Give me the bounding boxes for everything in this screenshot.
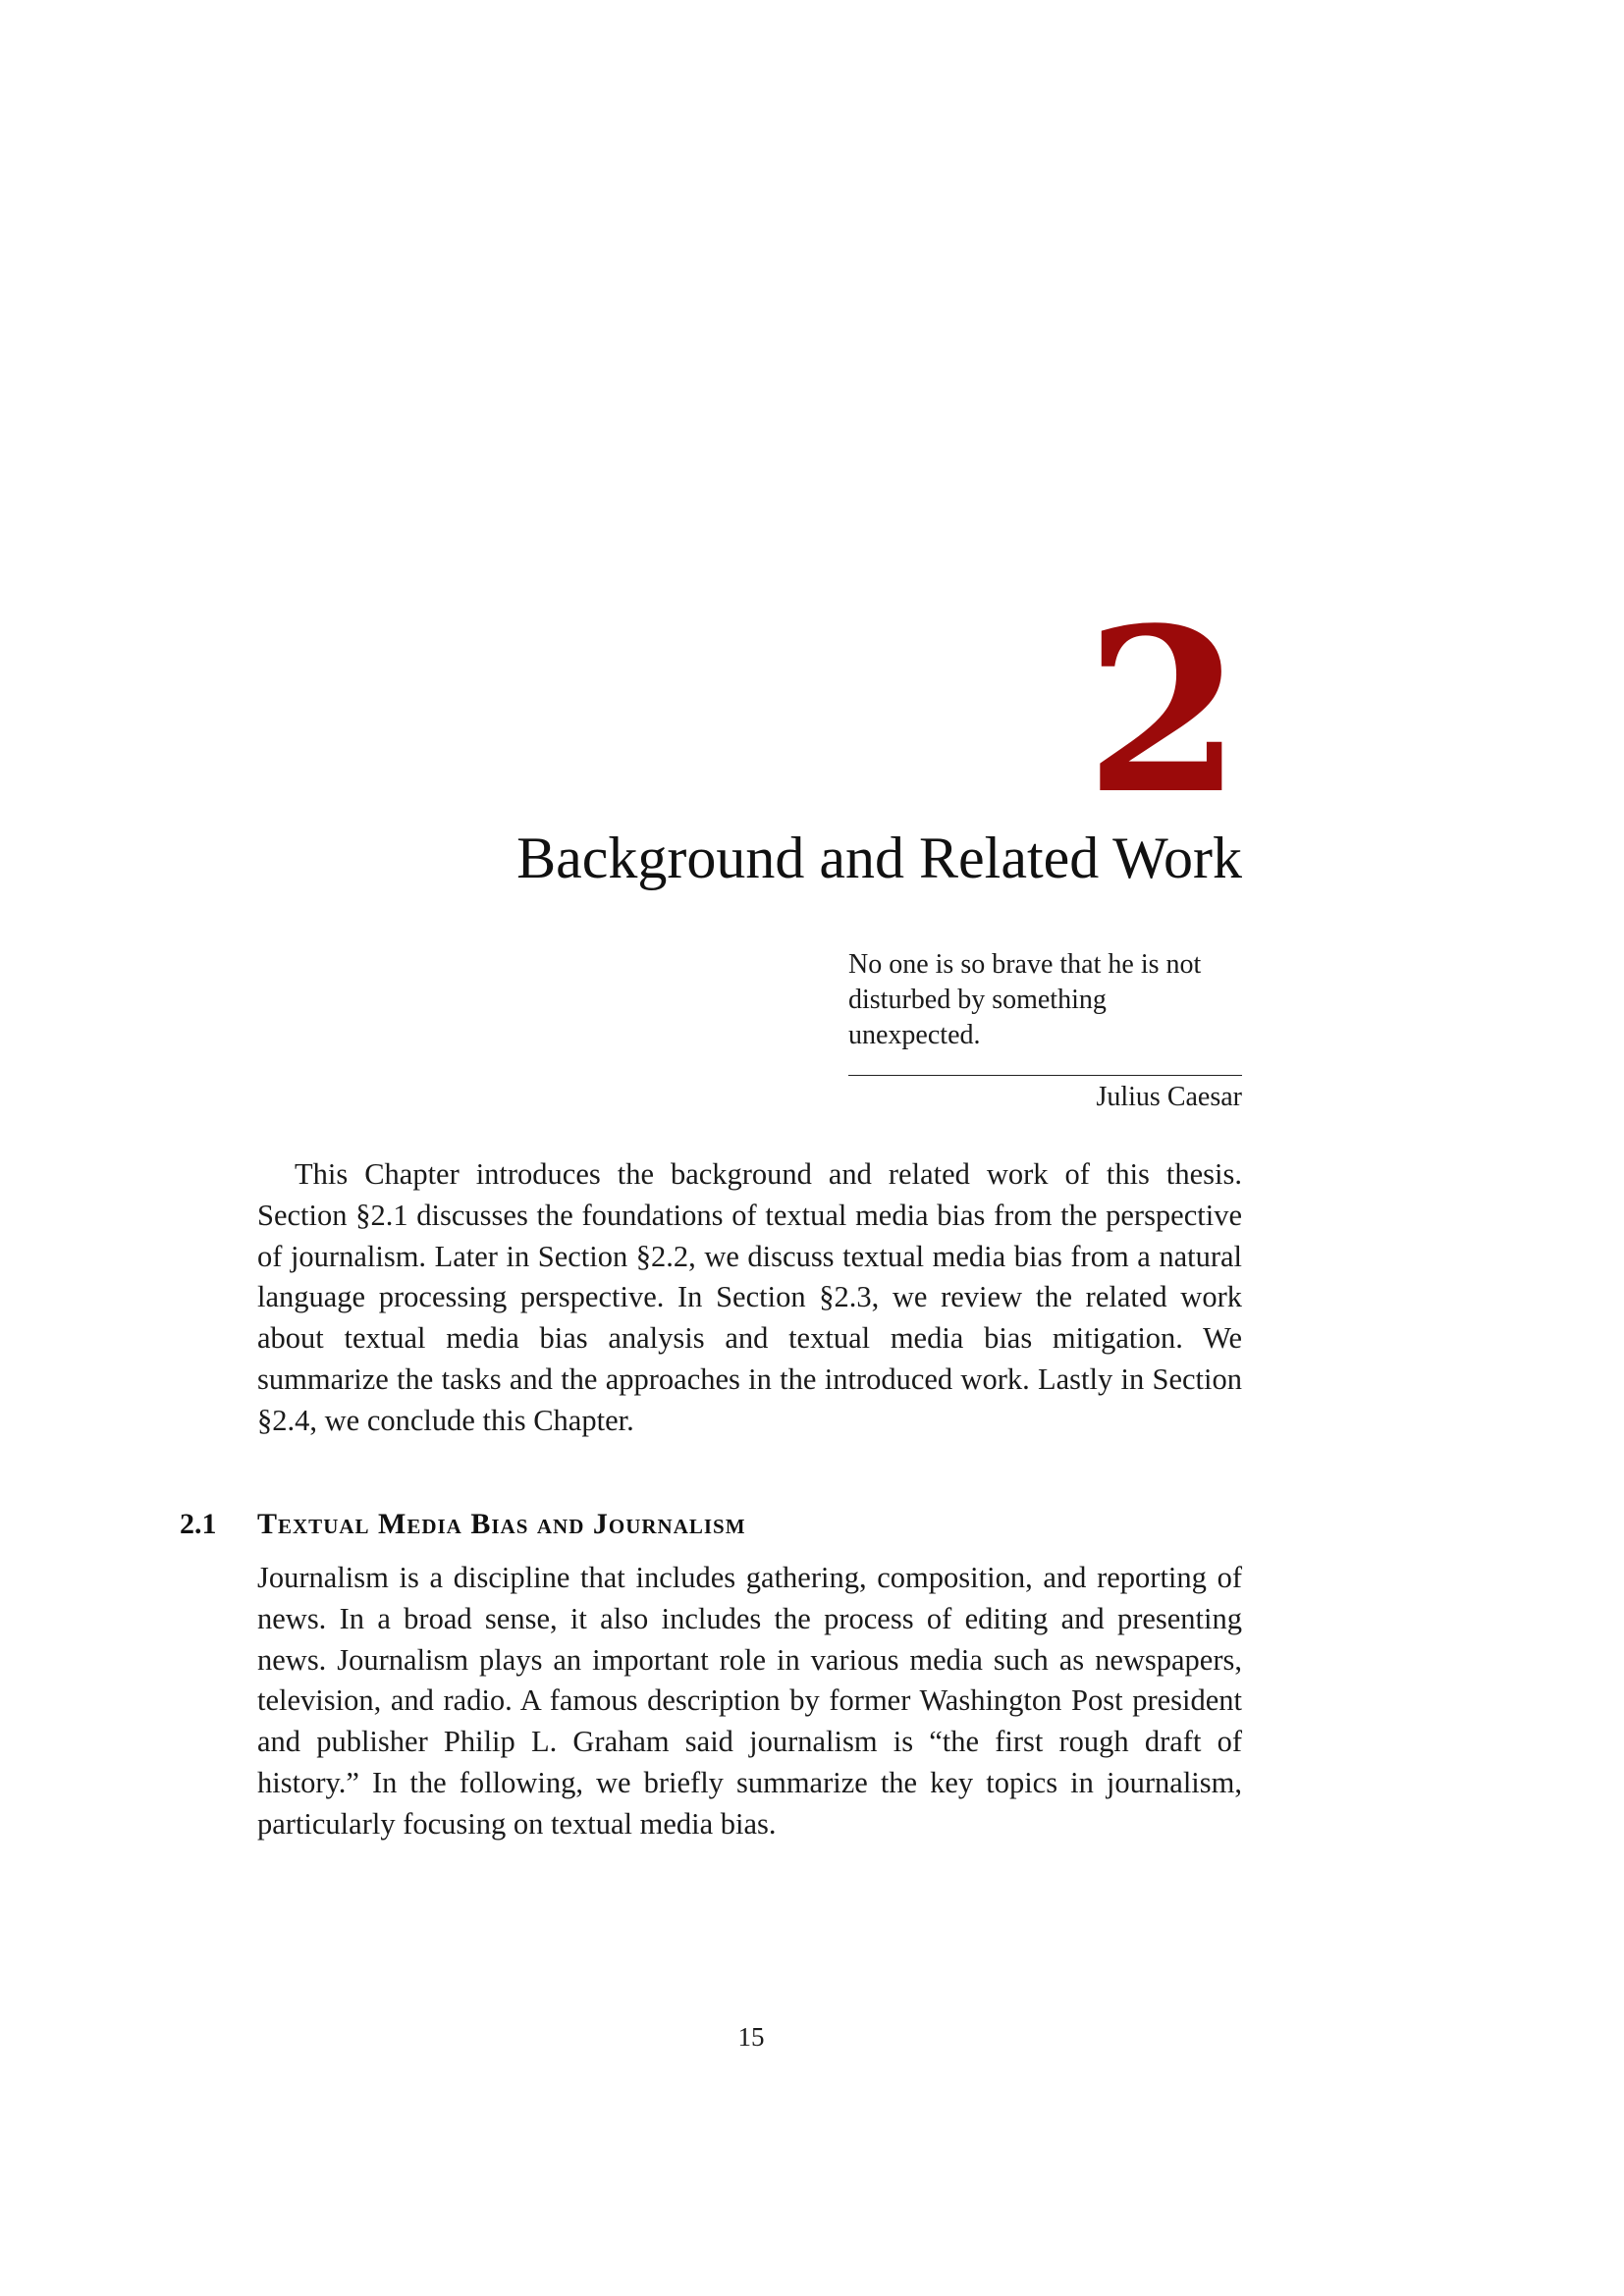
- section-title: Textual Media Bias and Journalism: [257, 1508, 746, 1540]
- chapter-number: 2: [1084, 579, 1242, 844]
- epigraph: [848, 947, 1242, 1115]
- section-paragraph: Journalism is a discipline that includes gathering, composition, and reporting of news. In a broad sense, it also includes the process of editing and presenting news. Journalism plays an important role in various media such as newspapers, television, and radio. A famous description by former Washington Post president and publisher Philip L. Graham said journalism is “the first rough draft of history.” In the following, we briefly summarize the key topics in journalism, particularly focusing on textual media bias.: [257, 1561, 1242, 1841]
- section-number: 2.1: [180, 1508, 217, 1540]
- page-number: 15: [737, 2022, 765, 2052]
- epigraph-divider: [848, 1075, 1242, 1076]
- epigraph-author: Julius Caesar: [1096, 1082, 1242, 1112]
- epigraph-quote: No one is so brave that he is not disturbed by something unexpected.: [848, 949, 1202, 1050]
- chapter-title: Background and Related Work: [516, 826, 1242, 890]
- intro-paragraph: This Chapter introduces the background and related work of this thesis. Section §2.1 discusses the foundations of textual media bias from the perspective of journalism. Later in Section §2.2, we discuss textual media bias from a natural language processing perspective. In Section §2.3, we review the related work about textual media bias analysis and textual media bias mitigation. We summarize the tasks and the approaches in the introduced work. Lastly in Section §2.4, we conclude this Chapter.: [257, 1157, 1242, 1437]
- section-heading: [180, 1505, 746, 1544]
